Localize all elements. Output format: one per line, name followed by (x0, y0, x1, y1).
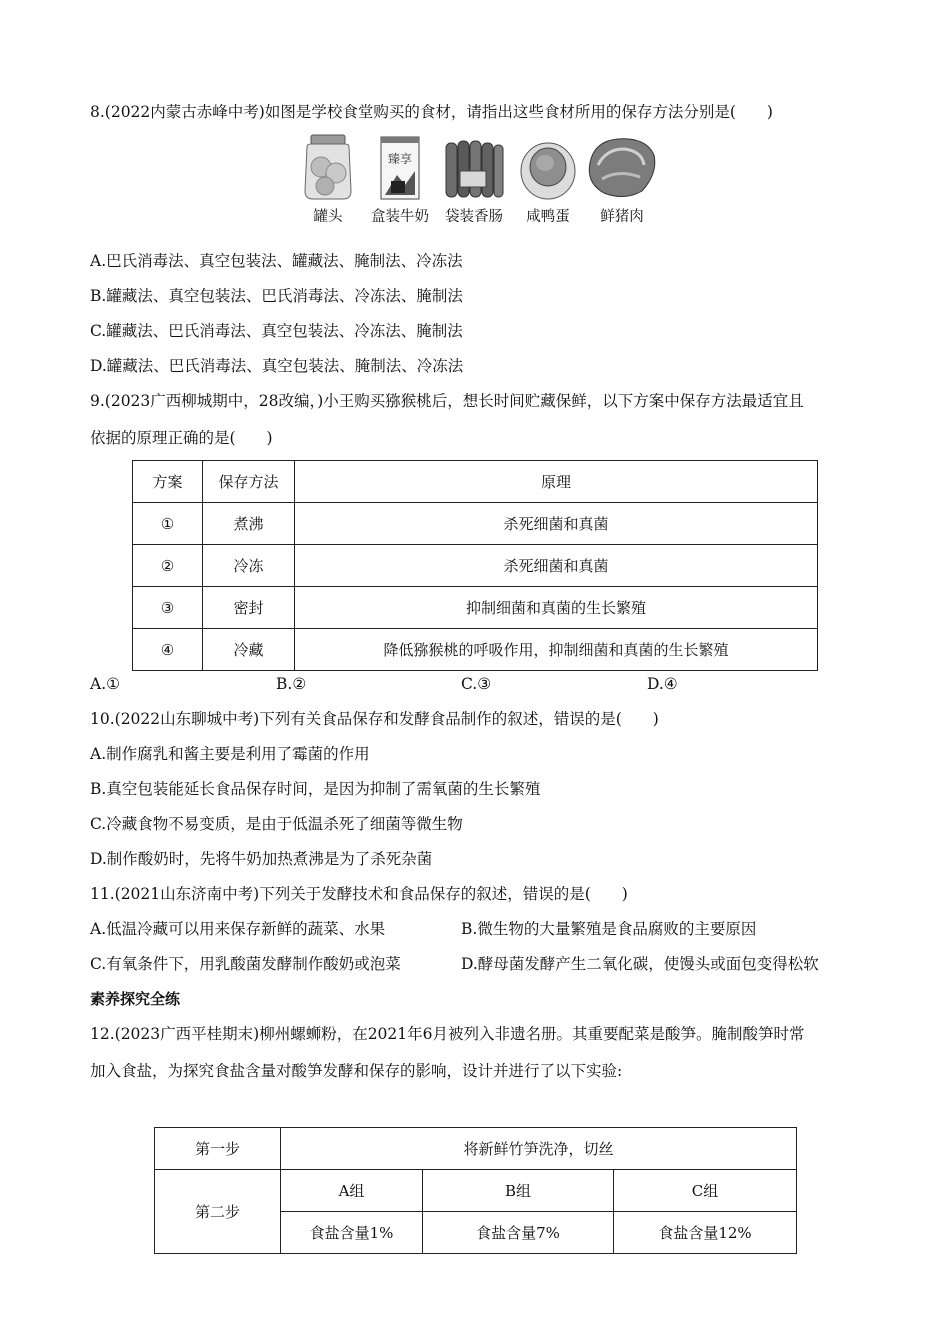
table-header-cell: 原理 (295, 461, 818, 503)
q8-option-a[interactable]: A.巴氏消毒法、真空包装法、罐藏法、腌制法、冷冻法 (90, 252, 463, 270)
q12-stem-line2: 加入食盐，为探究食盐含量对酸笋发酵和保存的影响，设计并进行了以下实验: (90, 1062, 623, 1080)
table-row (133, 503, 818, 545)
food-canned (290, 133, 366, 226)
food-pork (584, 133, 660, 226)
salted-egg-icon (518, 133, 578, 201)
food-label: 咸鸭蛋 (526, 209, 570, 225)
table-cell: 杀死细菌和真菌 (295, 545, 818, 587)
table-header-cell: 保存方法 (203, 461, 295, 503)
table-header-cell: 方案 (133, 461, 203, 503)
sausage-pack-icon (442, 133, 506, 201)
q8-option-c[interactable]: C.罐藏法、巴氏消毒法、真空包装法、冷冻法、腌制法 (90, 322, 463, 340)
q11-option-a[interactable]: A.低温冷藏可以用来保存新鲜的蔬菜、水果 (90, 920, 386, 938)
salt-cell: 食盐含量12% (614, 1212, 797, 1254)
table-cell: 煮沸 (203, 503, 295, 545)
q11-option-c[interactable]: C.有氧条件下，用乳酸菌发酵制作酸奶或泡菜 (90, 955, 401, 973)
q10-stem: 10.(2022山东聊城中考)下列有关食品保存和发酵食品制作的叙述，错误的是( ) (90, 710, 659, 728)
table-cell: 杀死细菌和真菌 (295, 503, 818, 545)
q8-stem: 8.(2022内蒙古赤峰中考)如图是学校食堂购买的食材，请指出这些食材所用的保存方法分别是( ) (90, 103, 773, 121)
step2-label-cell: 第二步 (155, 1170, 281, 1254)
q10-option-d[interactable]: D.制作酸奶时，先将牛奶加热煮沸是为了杀死杂菌 (90, 850, 433, 868)
q11-stem: 11.(2021山东济南中考)下列关于发酵技术和食品保存的叙述，错误的是( ) (90, 885, 628, 903)
q10-option-c[interactable]: C.冷藏食物不易变质，是由于低温杀死了细菌等微生物 (90, 815, 463, 833)
fresh-pork-icon (584, 133, 660, 201)
food-milk (362, 133, 438, 226)
table-cell: 冷冻 (203, 545, 295, 587)
step1-content-cell: 将新鲜竹笋洗净，切丝 (281, 1128, 797, 1170)
table-cell: ② (133, 545, 203, 587)
table-row (155, 1170, 797, 1212)
table-cell: ③ (133, 587, 203, 629)
milk-carton-icon (375, 133, 425, 201)
q11-option-d[interactable]: D.酵母菌发酵产生二氧化碳，使馒头或面包变得松软 (461, 955, 819, 973)
food-images-row (290, 133, 670, 233)
table-cell: 降低猕猴桃的呼吸作用，抑制细菌和真菌的生长繁殖 (295, 629, 818, 671)
group-cell: B组 (423, 1170, 614, 1212)
q9-stem-line1: 9.(2023广西柳城期中，28改编，)小王购买猕猴桃后，想长时间贮藏保鲜，以下方案中保存方法最适宜且 (90, 392, 804, 410)
table-cell: 抑制细菌和真菌的生长繁殖 (295, 587, 818, 629)
q10-option-b[interactable]: B.真空包装能延长食品保存时间，是因为抑制了需氧菌的生长繁殖 (90, 780, 541, 798)
q9-option-b[interactable]: B.② (276, 675, 307, 693)
group-cell: A组 (281, 1170, 423, 1212)
section-title: 素养探究全练 (90, 990, 181, 1008)
table-row (133, 629, 818, 671)
table-cell: 冷藏 (203, 629, 295, 671)
food-label: 袋装香肠 (445, 209, 503, 225)
food-sausage (436, 133, 512, 226)
table-row (133, 587, 818, 629)
food-label: 鲜猪肉 (600, 209, 644, 225)
q9-table (132, 460, 818, 671)
table-cell: ① (133, 503, 203, 545)
salt-cell: 食盐含量1% (281, 1212, 423, 1254)
group-cell: C组 (614, 1170, 797, 1212)
q9-stem-line2: 依据的原理正确的是( ) (90, 429, 273, 447)
table-cell: 密封 (203, 587, 295, 629)
q9-option-a[interactable]: A.① (90, 675, 121, 693)
salt-cell: 食盐含量7% (423, 1212, 614, 1254)
q12-stem-line1: 12.(2023广西平桂期末)柳州螺蛳粉，在2021年6月被列入非遗名册。其重要配菜是酸笋。腌制酸笋时常 (90, 1025, 805, 1043)
table-row (133, 545, 818, 587)
table-header-row (133, 461, 818, 503)
step1-label-cell: 第一步 (155, 1128, 281, 1170)
table-cell: ④ (133, 629, 203, 671)
food-label: 盒装牛奶 (371, 209, 429, 225)
q12-table (154, 1127, 797, 1254)
carton-brand-text: 臻享 (387, 152, 413, 166)
canned-fruit-jar-icon (297, 133, 359, 201)
q9-option-d[interactable]: D.④ (647, 675, 678, 693)
q8-option-b[interactable]: B.罐藏法、真空包装法、巴氏消毒法、冷冻法、腌制法 (90, 287, 463, 305)
table-row (155, 1128, 797, 1170)
food-salted-egg (510, 133, 586, 226)
food-label: 罐头 (313, 209, 343, 225)
q10-option-a[interactable]: A.制作腐乳和酱主要是利用了霉菌的作用 (90, 745, 370, 763)
q8-option-d[interactable]: D.罐藏法、巴氏消毒法、真空包装法、腌制法、冷冻法 (90, 357, 464, 375)
q11-option-b[interactable]: B.微生物的大量繁殖是食品腐败的主要原因 (461, 920, 757, 938)
q9-option-c[interactable]: C.③ (461, 675, 492, 693)
